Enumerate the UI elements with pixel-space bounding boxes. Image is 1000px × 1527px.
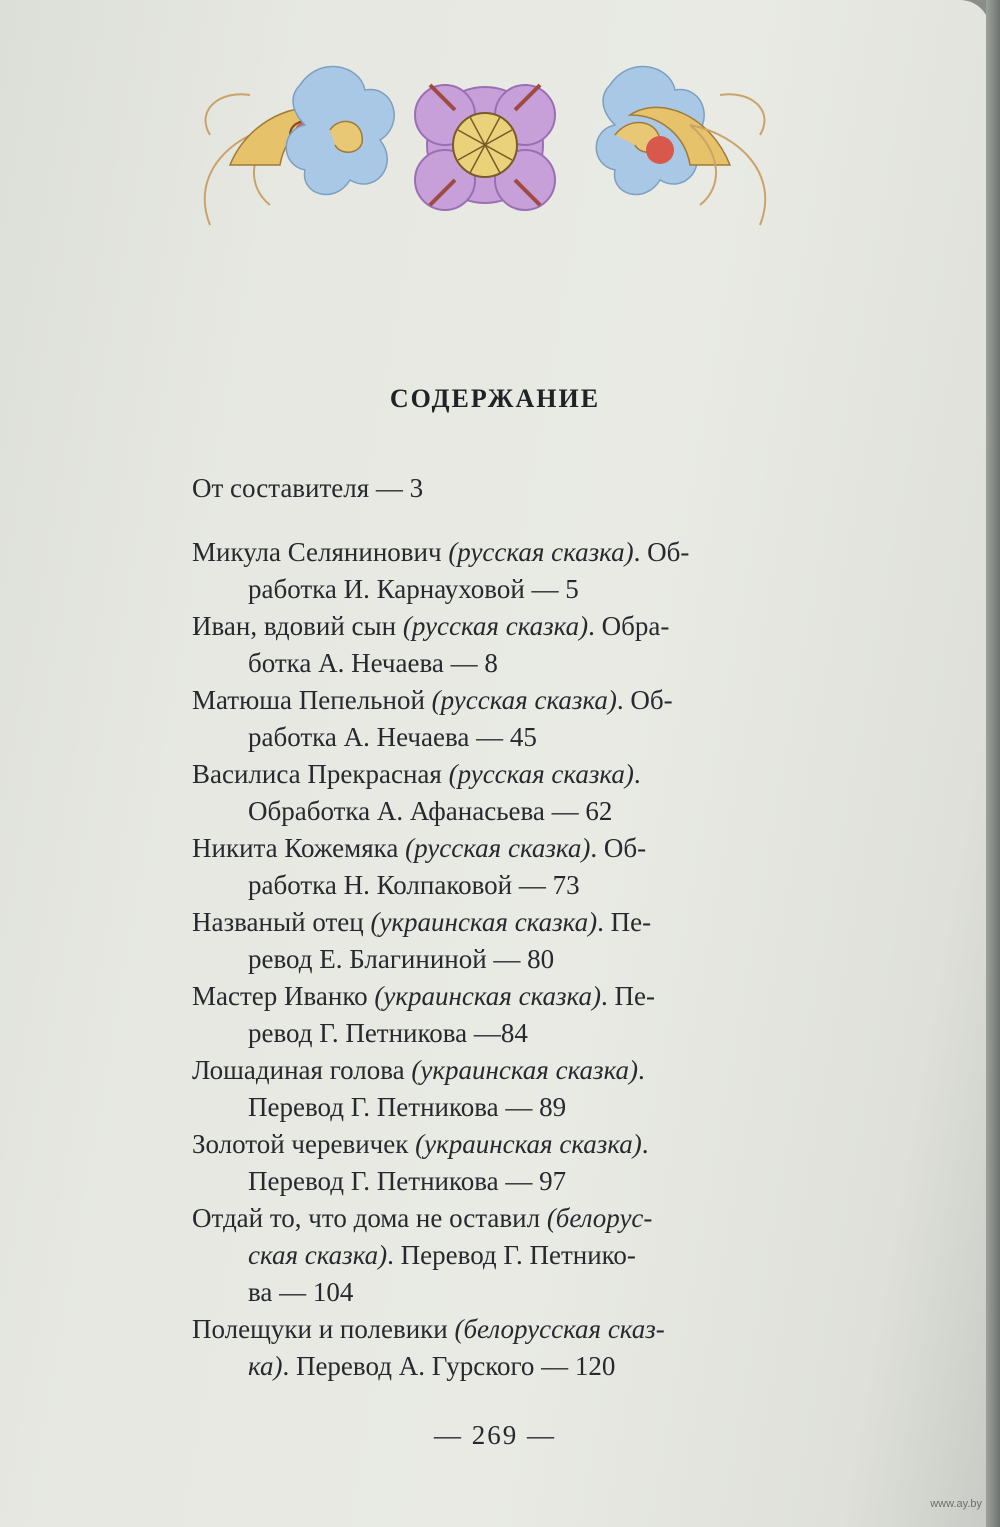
toc-title: Микула Селянинович	[192, 537, 442, 567]
toc-tail: . Перевод Г. Петнико-	[387, 1240, 636, 1270]
toc-line: ботка А. Нечаева — 8	[248, 648, 498, 678]
toc-genre: (русская сказка)	[405, 833, 591, 863]
toc-line	[192, 830, 792, 867]
toc-genre: (белорусская сказ-	[454, 1314, 665, 1344]
toc-line	[192, 978, 792, 1015]
page-edge	[986, 0, 1000, 1527]
toc-genre: (украинская сказка)	[374, 981, 602, 1011]
toc-line	[192, 1052, 792, 1089]
toc-entry	[192, 1311, 792, 1385]
toc-line: ревод Е. Благининой — 80	[248, 944, 555, 974]
contents-heading: СОДЕРЖАНИЕ	[389, 384, 601, 413]
toc-entry	[192, 608, 792, 682]
toc-line: ревод Г. Петникова —84	[248, 1018, 528, 1048]
toc-title: Никита Кожемяка	[192, 833, 399, 863]
toc-entry	[192, 904, 792, 978]
toc-genre: (белорус-	[546, 1203, 653, 1233]
toc-line	[192, 1126, 792, 1163]
toc-title: Полещуки и полевики	[192, 1314, 448, 1344]
toc-tail: .	[638, 1055, 645, 1085]
toc-genre: (украинская сказка)	[370, 907, 598, 937]
toc-line: работка Н. Колпаковой — 73	[248, 870, 580, 900]
toc-line: Перевод Г. Петникова — 97	[248, 1166, 567, 1196]
table-of-contents	[192, 470, 792, 1385]
toc-line: От составителя — 3	[192, 473, 424, 503]
toc-entry	[192, 756, 792, 830]
toc-line: Обработка А. Афанасьева — 62	[248, 796, 613, 826]
toc-line	[192, 1237, 792, 1274]
toc-line	[192, 904, 792, 941]
toc-genre: (русская сказка)	[431, 685, 617, 715]
toc-tail: . Об-	[633, 537, 690, 567]
toc-genre: (русская сказка)	[448, 537, 634, 567]
toc-title: Отдай то, что дома не оставил	[192, 1203, 541, 1233]
page-number: — 269 —	[434, 1420, 556, 1450]
toc-line: ва — 104	[248, 1277, 354, 1307]
toc-entry	[192, 978, 792, 1052]
toc-entry	[192, 830, 792, 904]
toc-title: Иван, вдовий сын	[192, 611, 397, 641]
toc-title: Матюша Пепельной	[192, 685, 425, 715]
toc-genre: ка)	[248, 1351, 283, 1381]
toc-line	[192, 756, 792, 793]
toc-tail: . Об-	[590, 833, 647, 863]
toc-title: Василиса Прекрасная	[192, 759, 442, 789]
toc-genre: (русская сказка)	[402, 611, 589, 641]
toc-line	[192, 1200, 792, 1237]
toc-genre: (украинская сказка)	[411, 1055, 639, 1085]
toc-entry	[192, 682, 792, 756]
toc-line: Перевод Г. Петникова — 89	[248, 1092, 567, 1122]
toc-genre: (русская сказка)	[448, 759, 634, 789]
toc-title: Названый отец	[192, 907, 364, 937]
toc-line	[192, 1348, 792, 1385]
toc-entry	[192, 534, 792, 608]
toc-entry	[192, 1200, 792, 1311]
toc-line: работка А. Нечаева — 45	[248, 722, 537, 752]
toc-title: Мастер Иванко	[192, 981, 368, 1011]
toc-tail: . Об-	[616, 685, 673, 715]
toc-tail: . Пе-	[601, 981, 655, 1011]
toc-line: работка И. Карнауховой — 5	[248, 574, 579, 604]
toc-title: Золотой черевичек	[192, 1129, 409, 1159]
floral-ornament	[190, 55, 780, 255]
watermark: www.ay.by	[930, 1498, 982, 1510]
toc-line	[192, 534, 792, 571]
toc-line	[192, 682, 792, 719]
toc-entry	[192, 1126, 792, 1200]
toc-line	[192, 608, 792, 645]
toc-tail: . Обра-	[588, 611, 670, 641]
toc-tail: . Пе-	[597, 907, 652, 937]
toc-genre: (украинская сказка)	[415, 1129, 642, 1159]
toc-genre: ская сказка)	[248, 1240, 388, 1270]
toc-entry	[192, 470, 792, 507]
toc-entry	[192, 1052, 792, 1126]
toc-title: Лошадиная голова	[192, 1055, 405, 1085]
toc-tail: .	[633, 759, 641, 789]
toc-line	[192, 1311, 792, 1348]
toc-tail: . Перевод А. Гурского — 120	[282, 1351, 616, 1381]
toc-tail: .	[641, 1129, 649, 1159]
